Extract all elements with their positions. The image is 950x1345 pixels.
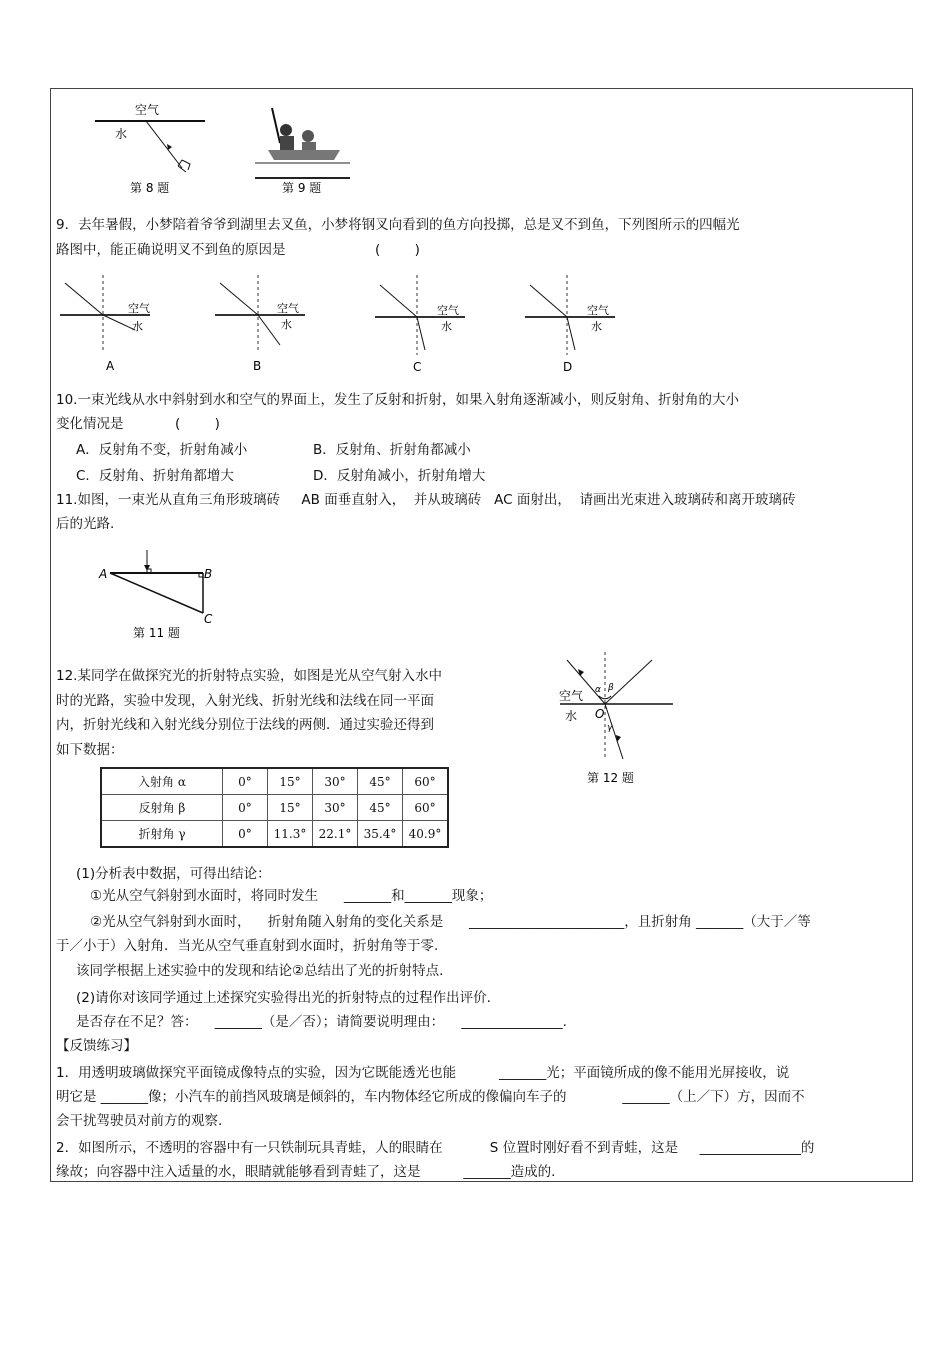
values-1-text: 11.3° [268, 821, 313, 848]
path-mark [268, 150, 340, 160]
line-mark [605, 660, 652, 704]
line-mark [417, 317, 425, 350]
values-2-text: 30° [313, 795, 358, 821]
q9-diagram-c [375, 275, 465, 374]
q12-line1: 12.某同学在做探究光的折射特点实验，如图是光从空气射入水中 [56, 668, 442, 684]
values-2-text: 22.1° [313, 821, 358, 848]
q12-part1-conclusion2: ②光从空气斜射到水面时， 折射角随入射角的变化关系是 _______________________，且折射角 _______（大于／等 [90, 914, 811, 930]
q11-line2: 后的光路. [56, 516, 115, 532]
q10-option-b: B．反射角、折射角都减小 [313, 442, 471, 458]
values-4-text: 60° [403, 795, 449, 821]
option-label-c: C [413, 360, 422, 374]
line-mark [567, 317, 575, 350]
fig11-b-text: B [204, 567, 213, 581]
line-mark [220, 283, 258, 315]
air-label: 空气 [135, 103, 160, 117]
fig12-alpha-text: α [595, 685, 601, 695]
line-mark [110, 573, 203, 613]
q9-options-air-text: 空气 [587, 304, 609, 317]
0-label-text: 入射角 α [101, 768, 223, 795]
q12-part1-summary: 该同学根据上述实验中的发现和结论②总结出了光的折射特点. [76, 963, 444, 979]
q10-answer-paren[interactable]: ( ) [175, 416, 220, 432]
q9-diagram-d [525, 275, 615, 374]
values-2-text: 30° [313, 768, 358, 795]
values-3-text: 45° [358, 768, 403, 795]
feedback-title: 【反馈练习】 [56, 1038, 137, 1054]
option-label-b: B [253, 359, 262, 373]
q12-line4: 如下数据： [56, 742, 124, 758]
water-label: 水 [115, 127, 128, 141]
values-0-text: 0° [223, 795, 268, 821]
option-label-a: A [106, 359, 115, 373]
fig11-a-text: A [99, 567, 108, 581]
figure-11-triangle-prism [95, 545, 225, 645]
path-mark [578, 669, 584, 676]
q9-diagram-b [215, 275, 305, 373]
rect-mark [280, 136, 294, 152]
figure-8 [90, 98, 210, 198]
line-mark [258, 315, 280, 345]
fig11-caption-text: 第 11 题 [133, 626, 180, 640]
line-mark [103, 315, 135, 330]
q12-line2: 时的光路，实验中发现，入射光线、折射光线和法线在同一平面 [56, 693, 434, 709]
option-label-d: D [563, 360, 573, 374]
figure-12-refraction [555, 652, 685, 792]
values-3-text: 35.4° [358, 821, 403, 848]
fig12-caption-text: 第 12 题 [587, 771, 634, 785]
fig12-gamma-text: γ [607, 723, 613, 733]
q9-options-water-text: 水 [281, 318, 292, 331]
2-label-text: 折射角 γ [101, 821, 223, 848]
q9-line2: 路图中，能正确说明叉不到鱼的原因是 [56, 242, 286, 258]
circle-mark [302, 130, 314, 142]
circle-mark [280, 124, 292, 136]
q9-answer-paren[interactable]: ( ) [375, 242, 420, 258]
q12-line3: 内，折射光线和入射光线分别位于法线的两侧．通过实验还得到 [56, 717, 434, 733]
values-1-text: 15° [268, 795, 313, 821]
feedback-q1-line3: 会干扰驾驶员对前方的观察. [56, 1113, 223, 1129]
q12-part2: (2)请你对该同学通过上述探究实验得出光的折射特点的过程作出评价. [76, 990, 491, 1006]
fig12-air-text: 空气 [559, 689, 584, 703]
q12-part2-answer: 是否存在不足？答： _______（是／否）；请简要说明理由： _______________. [76, 1014, 567, 1030]
line-mark [65, 283, 103, 315]
feedback-q2-line1: 2．如图所示，不透明的容器中有一只铁制玩具青蛙，人的眼睛在 S 位置时刚好看不到青蛙，这是 _______________的 [56, 1140, 815, 1156]
line-mark [272, 108, 280, 143]
q10-option-a: A．反射角不变，折射角减小 [76, 442, 248, 458]
values-4-text: 40.9° [403, 821, 449, 848]
table-row [101, 821, 448, 848]
q12-part1: (1)分析表中数据，可得出结论： [76, 866, 271, 882]
values-0-text: 0° [223, 768, 268, 795]
line-mark [380, 285, 417, 317]
path-mark [178, 160, 190, 172]
feedback-q1-line2: 明它是 _______像；小汽车的前挡风玻璃是倾斜的，车内物体经它所成的像偏向车子的 _______（上／下）方，因而不 [56, 1089, 805, 1105]
q10-line2: 变化情况是 [56, 416, 124, 432]
q12-part1-conclusion2-cont: 于／小于）入射角．当光从空气垂直射到水面时，折射角等于零. [56, 938, 439, 954]
q9-options-air-text: 空气 [128, 302, 150, 315]
q9-options-air-text: 空气 [277, 302, 299, 315]
q9-options-water-text: 水 [591, 320, 602, 333]
q9-options-water-text: 水 [441, 320, 452, 333]
values-3-text: 45° [358, 795, 403, 821]
table-row [101, 795, 448, 821]
feedback-q1-line1: 1．用透明玻璃做探究平面镜成像特点的实验，因为它既能透光也能 _______光；平面镜所成的像不能用光屏接收，说 [56, 1065, 790, 1081]
line-mark [530, 285, 567, 317]
values-0-text: 0° [223, 821, 268, 848]
fig12-o-text: O [595, 707, 605, 721]
q11-line1: 11.如图，一束光从直角三角形玻璃砖 AB 面垂直射入， 并从玻璃砖 AC 面射出， 请画出光束进入玻璃砖和离开玻璃砖 [56, 492, 796, 508]
figure-caption: 第 9 题 [282, 181, 322, 195]
fig11-c-text: C [204, 612, 213, 626]
q9-line1: 9．去年暑假，小梦陪着爷爷到湖里去叉鱼，小梦将钢叉向看到的鱼方向投掷，总是叉不到鱼，下列图所示的四幅光 [56, 217, 740, 233]
fig12-water-text: 水 [565, 709, 578, 723]
values-4-text: 60° [403, 768, 449, 795]
values-1-text: 15° [268, 768, 313, 795]
q9-diagrams [60, 275, 620, 375]
refraction-data-table [100, 767, 449, 848]
q9-options-air-text: 空气 [437, 304, 459, 317]
line-mark [146, 121, 182, 168]
q9-options-water-text: 水 [132, 320, 143, 333]
1-label-text: 反射角 β [101, 795, 223, 821]
q12-part1-conclusion1: ①光从空气斜射到水面时，将同时发生 _______和_______现象； [90, 888, 493, 904]
table-row [101, 768, 448, 795]
tbody-mark [101, 768, 448, 847]
q10-line1: 10.一束光线从水中斜射到水和空气的界面上，发生了反射和折射，如果入射角逐渐减小，则反射角、折射角的大小 [56, 392, 739, 408]
fig12-beta-text: β [608, 683, 614, 693]
q10-option-c: C．反射角、折射角都增大 [76, 468, 234, 484]
q10-option-d: D．反射角减小，折射角增大 [313, 468, 486, 484]
q9-diagram-a [60, 275, 150, 373]
feedback-q2-line2: 缘故；向容器中注入适量的水，眼睛就能够看到青蛙了，这是 _______造成的. [56, 1164, 556, 1180]
figure-caption: 第 8 题 [130, 181, 170, 195]
figure-9-fishing-boat [250, 98, 360, 198]
